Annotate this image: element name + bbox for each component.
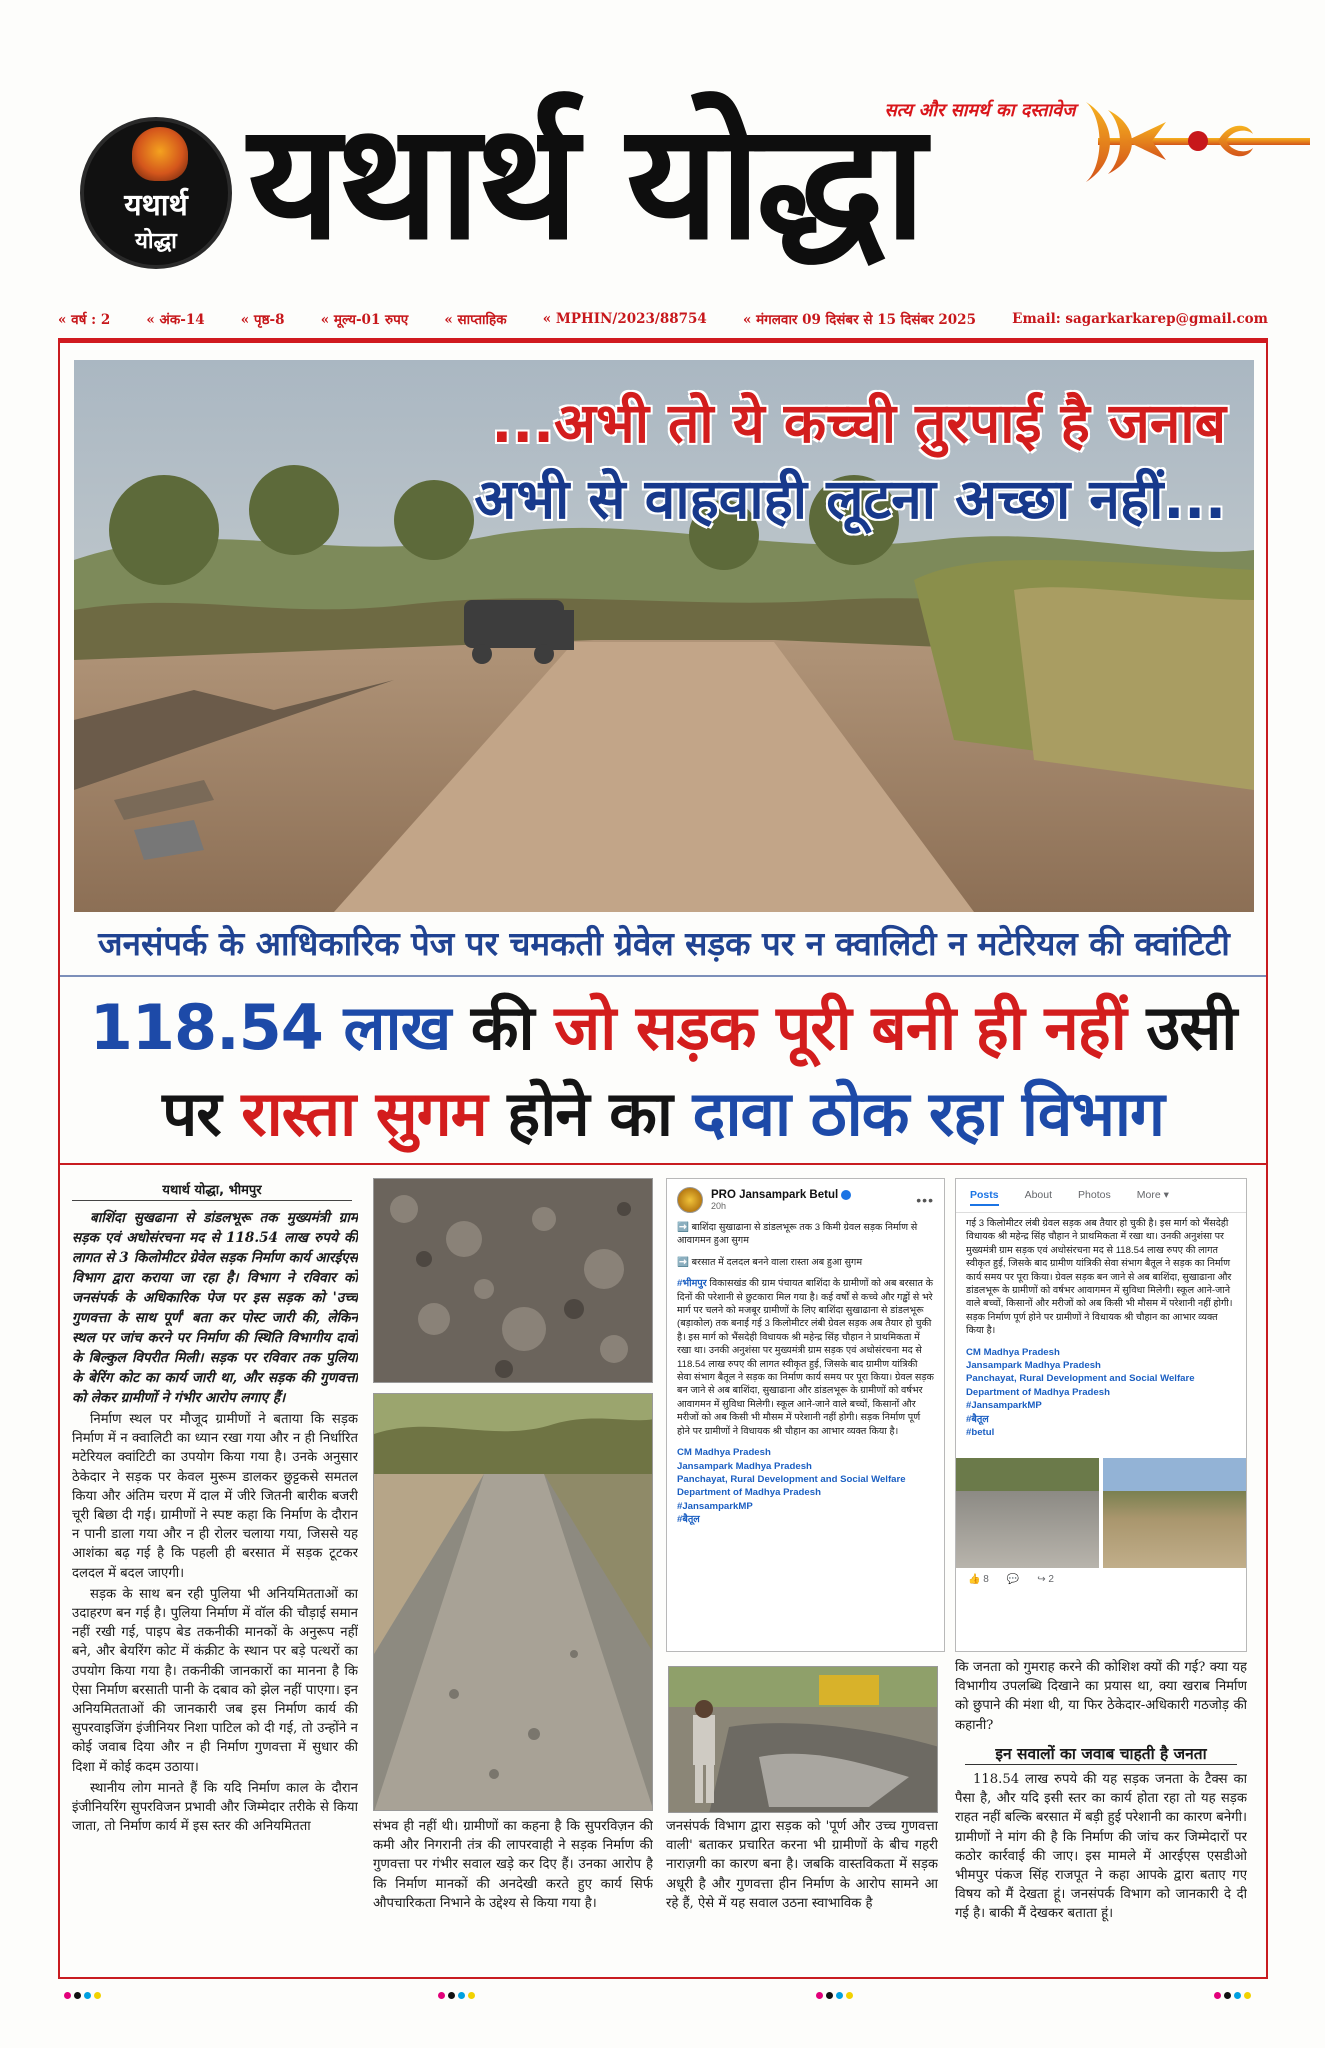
road-photo-1 [956,1458,1099,1568]
newspaper-title: यथार्थ योद्धा [248,88,922,275]
issue-date: « मंगलवार 09 दिसंबर से 15 दिसंबर 2025 [742,312,976,328]
article-paragraph: सड़क के साथ बन रही पुलिया भी अनियमितताओं का उदाहरण बन गई है। पुलिया निर्माण में वॉल की चौड़ाई समान नहीं रखी गई, पाइप बेड तकनीकी मानकों के अनुरूप नहीं बने, और बेयरिंग कोट में कंक्रीट के स्थान पर बड़े पत्थरों का उपयोग किया गया है। तकनीकी जानकारों का मानना है कि ऐसा निर्माण बरसाती पानी के दबाव को झेल नहीं पाएगा। इन अनियमितताओं की जानकारी जब इस निर्माण कार्य की सुपरवाइजिंग इंजीनियर निशा पाटिल को दी गई, तो उन्होंने न कोई जवाब दिया और न ही निर्माण गुणवत्ता में सुधार की दिशा में कोई कदम उठाया। [72,1586,358,1775]
fb-post-line: ➡️ बरसात में दलदल बनने वाला रास्ता अब हुआ सुगम [677,1256,863,1268]
headline-text: होने का [486,1077,693,1150]
like-count: 👍 8 [968,1573,989,1585]
fb-post-tags: CM Madhya Pradesh Jansampark Madhya Pradesh Panchayat, Rural Development and Social Welfare Department of Madhya Pradesh #JansamparkMP #बैतूल #betul [966,1346,1195,1439]
article-subheading: इन सवालों का जवाब चाहती है जनता [995,1745,1207,1763]
masthead [0,0,1325,300]
issue-info-bar [58,308,1268,330]
gravel-closeup-photo [373,1178,653,1383]
byline-rule [72,1200,352,1201]
fb-post-header [667,1179,944,1217]
frequency: « साप्ताहिक [444,312,507,328]
tab-more: More ▾ [1136,1189,1169,1201]
construction-crew-photo [668,1666,938,1813]
hero-headline-line2: अभी से वाहवाही लूटना अच्छा नहीं... [474,467,1226,531]
fb-post-tags: CM Madhya Pradesh Jansampark Madhya Pradesh Panchayat, Rural Development and Social Welfare Department of Madhya Pradesh #JansamparkMP #बैतूल [677,1447,906,1526]
issue-year: « वर्ष : 2 [58,312,111,328]
print-registration-marks [816,1992,853,1999]
headline-text: उसी [1125,991,1237,1064]
fb-post-body [667,1217,944,1539]
gravel-road-photo [373,1393,653,1811]
article-paragraph: 118.54 लाख रुपये की यह सड़क जनता के टैक्स का पैसा है, और यदि इसी स्तर का कार्य होता रहा तो यह सड़क राहत नहीं बल्कि बरसात में बड़ी हुई परेशानी का कारण बनेगी। ग्रामीणों ने मांग की है कि निर्माण की जांच कर जिम्मेदारों पर कठोर कार्रवाई की जाए। इस मामले में आरईएस एसडीओ भीमपुर पंकज सिंह राजपूत ने कहा आपके द्वारा बताए गए विषय को मैं देखता हूं। जनसंपर्क विभाग को जानकारी दे दी गई है। बाकी मैं देखकर बताता हूं। [955,1772,1247,1922]
page-avatar [677,1187,703,1213]
fb-page-tabs [956,1179,1246,1213]
subheadline: जनसंपर्क के आधिकारिक पेज पर चमकती ग्रेवेल सड़क पर न क्वालिटी न मटेरियल की क्वांटिटी [98,924,1230,963]
article-paragraph: संभव ही नहीं थी। ग्रामीणों का कहना है कि सुपरविज़न की कमी और निगरानी तंत्र की लापरवाही ने सड़क निर्माण की गुणवत्ता पर गंभीर सवाल खड़े कर दिए हैं। उनका आरोप है कि निर्माण मानकों की अनदेखी करते हुए कार्य सिर्फ औपचारिकता निभाने के उद्देश्य से किया गया है। [373,1819,653,1911]
facebook-page-screenshot [955,1178,1247,1652]
tab-about: About [1024,1189,1053,1201]
contact-email: Email: sagarkarkarep@gmail.com [1012,311,1268,327]
print-registration-marks [64,1992,101,1999]
article-column-4-continued [955,1770,1247,1968]
share-count: ↪ 2 [1037,1573,1054,1585]
fb-post-line: ➡️ बाशिंदा सुखाढाना से डांडलभूरू तक 3 किमी ग्रेवल सड़क निर्माण से आवागमन हुआ सुगम [677,1222,918,1247]
logo-text-line2: योद्धा [135,228,177,254]
fb-reactions-bar [956,1568,1246,1591]
article-column-3 [666,1817,938,1967]
newspaper-tagline: सत्य और सामर्थ का दस्तावेज [884,100,1076,121]
deity-icon [132,127,188,181]
headline-row-1 [60,985,1266,1071]
fb-post-text: गई 3 किलोमीटर लंबी ग्रेवल सड़क अब तैयार हो चुकी है। इस मार्ग को भैंसदेही विधायक श्री महेन्द्र सिंह चौहान ने प्राथमिकता में रखा था। उनकी अनुशंसा पर मुख्यमंत्री ग्राम सड़क एवं अधोसंरचना मद से 118.54 लाख रुपए की लागत स्वीकृत हुई, जिसके बाद ग्रामीण यांत्रिकी सेवा संभाग बैतूल ने सड़क का निर्माण कार्य समय पर पूरा किया। ग्रेवल सड़क बन जाने से अब बाशिंदा, सुखाढाना और डांडलभूरू के ग्रामीणों को वर्षभर आवागमन में सुविधा मिलेगी। स्कूल आने-जाने वाले बच्चों, किसानों और मरीजों को अब किसी भी मौसम में परेशानी नहीं होगी। सड़क निर्माण पूर्ण होने पर ग्रामीणों ने विधायक श्री चौहान का आभार व्यक्त किया है। [966,1218,1233,1337]
headline-highlight: दावा ठोक रहा विभाग [692,1077,1164,1150]
fb-post-time: 20h [711,1201,727,1211]
print-registration-marks [438,1992,475,1999]
trishul-icon [1078,82,1310,202]
print-registration-marks [1214,1992,1251,1999]
article-paragraph: जनसंपर्क विभाग द्वारा सड़क को 'पूर्ण और उच्च गुणवत्ता वाली' बताकर प्रचारित करना भी ग्रामीणों के बीच गहरी नाराज़गी का कारण बना है। जबकि वास्तविकता में सड़क अधूरी है और गुणवत्ता हीन निर्माण के आरोप सामने आ रहे हैं, ऐसे में यह सवाल उठना स्वाभाविक है [666,1819,938,1911]
headline-rule [60,1163,1266,1165]
headline-text: की [450,991,555,1064]
byline: यथार्थ योद्धा, भीमपुर [162,1183,262,1198]
more-options-icon: ••• [916,1192,934,1208]
article-column-2 [373,1817,653,1967]
article-column-1 [72,1208,358,1966]
fb-post-text: #भीमपुर विकासखंड की ग्राम पंचायत बाशिंदा के ग्रामीणों को अब बरसात के दिनों की परेशानी से छुटकारा मिल गया है। कई वर्षों से कच्चे और गड्ढों से भरे मार्ग पर चलने को मजबूर ग्रामीणों के लिए बाशिंदा सुखाढाना से डांडलभूरू (बड़ाकोल) तक बनाई गई 3 किलोमीटर लंबी ग्रेवल सड़क अब तैयार हो चुकी है। इस मार्ग को भैंसदेही विधायक श्री महेन्द्र सिंह चौहान ने प्राथमिकता में रखा था। उनकी अनुशंसा पर मुख्यमंत्री ग्राम सड़क एवं अधोसंरचना मद से 118.54 लाख रुपए की लागत स्वीकृत हुई, जिसके बाद ग्रामीण यांत्रिकी सेवा संभाग बैतूल ने सड़क का निर्माण कार्य समय पर पूरा किया। ग्रेवल सड़क बन जाने से अब बाशिंदा, सुखाढाना और डांडलभूरू के ग्रामीणों को वर्षभर आवागमन में सुविधा मिलेगी। स्कूल आने-जाने वाले बच्चों, किसानों और मरीजों को अब किसी भी मौसम में परेशानी नहीं होगी। सड़क निर्माण पूर्ण होने पर ग्रामीणों ने विधायक श्री चौहान का आभार व्यक्त किया है। [677,1278,934,1437]
article-paragraph: निर्माण स्थल पर मौजूद ग्रामीणों ने बताया कि सड़क निर्माण में न क्वालिटी का ध्यान रखा गया और न ही निर्धारित मटेरियल क्वांटिटी का उपयोग किया गया है। उनके अनुसार ठेकेदार ने सड़क पर केवल मुरूम डालकर छुट्टकसे समतल किया और अंतिम चरण में दाल में जीरे जितनी बारीक बजरी चूरी बिछा दी गई। ग्रामीणों ने स्पष्ट कहा कि निर्माण के दौरान न पानी डाला गया और न ही रोलर चलाया गया, जिससे यह आशंका बढ़ गई है कि पहली ही बरसात में सड़क टूटकर दलदल में बदल जाएगी। [72,1412,358,1581]
newspaper-logo [80,117,232,269]
article-paragraph: स्थानीय लोग मानते हैं कि यदि निर्माण काल के दौरान इंजीनियरिंग सुपरविजन प्रभावी और जिम्मेदार तरीके से किया जाता, तो निर्माण कार्य में इस स्तर की अनियमितता [72,1780,358,1835]
main-headline [60,985,1266,1157]
comment-icon: 💬 [1006,1573,1020,1585]
headline-highlight: रास्ता सुगम [241,1077,487,1150]
subhead-rule [60,975,1266,977]
hero-photo [74,360,1254,912]
issue-number: « अंक-14 [146,312,205,328]
page-count: « पृष्ठ-8 [240,312,285,328]
article-lead: बाशिंदा सुखढाना से डांडलभूरू तक मुख्यमंत्री ग्राम सड़क एवं अधोसंरचना मद से 118.54 लाख रुपये की लागत से 3 किलोमीटर ग्रेवेल सड़क निर्माण कार्य आरईएस विभाग द्वारा कराया जा रहा है। विभाग ने रविवार को जनसंपर्क के अधिकारिक पेज पर इस सड़क को 'उच्च गुणवत्ता के साथ पूर्ण' बता कर पोस्ट जारी की, लेकिन स्थल पर जांच करने पर निर्माण की स्थिति विभागीय दावों के बिल्कुल विपरीत मिली। सड़क पर रविवार तक पुलिया के बेरिंग कोट का कार्य जारी था, और सड़क की गुणवत्ता को लेकर ग्रामीणों ने गंभीर आरोप लगाए हैं। [72,1210,358,1406]
registration-number: « MPHIN/2023/88754 [542,311,707,327]
article-paragraph: कि जनता को गुमराह करने की कोशिश क्यों की गई? क्या यह विभागीय उपलब्धि दिखाने का प्रयास था, क्या खराब निर्माण को छुपाने की मंशा थी, या फिर ठेकेदार-अधिकारी गठजोड़ की कहानी? [955,1660,1247,1733]
facebook-post-screenshot [666,1178,945,1652]
road-photo-2 [1103,1458,1246,1568]
hero-headline-line1: ...अभी तो ये कच्ची तुरपाई है जनाब [491,391,1226,455]
fb-page-name: PRO Jansampark Betul [711,1189,851,1201]
tab-posts: Posts [970,1189,999,1206]
fb-page-post-body [956,1213,1246,1452]
headline-row-2 [60,1071,1266,1157]
headline-text: पर [162,1077,242,1150]
tab-photos: Photos [1078,1189,1111,1201]
fb-post-photos [956,1452,1246,1568]
price: « मूल्य-01 रुपए [320,312,409,328]
hashtag: #भीमपुर [677,1278,707,1290]
subheading-rule [965,1764,1237,1765]
headline-highlight: जो सड़क पूरी बनी ही नहीं [554,991,1126,1064]
headline-amount: 118.54 लाख [89,991,451,1064]
verified-badge-icon [841,1190,851,1200]
logo-text-line1: यथार्थ [124,188,188,223]
